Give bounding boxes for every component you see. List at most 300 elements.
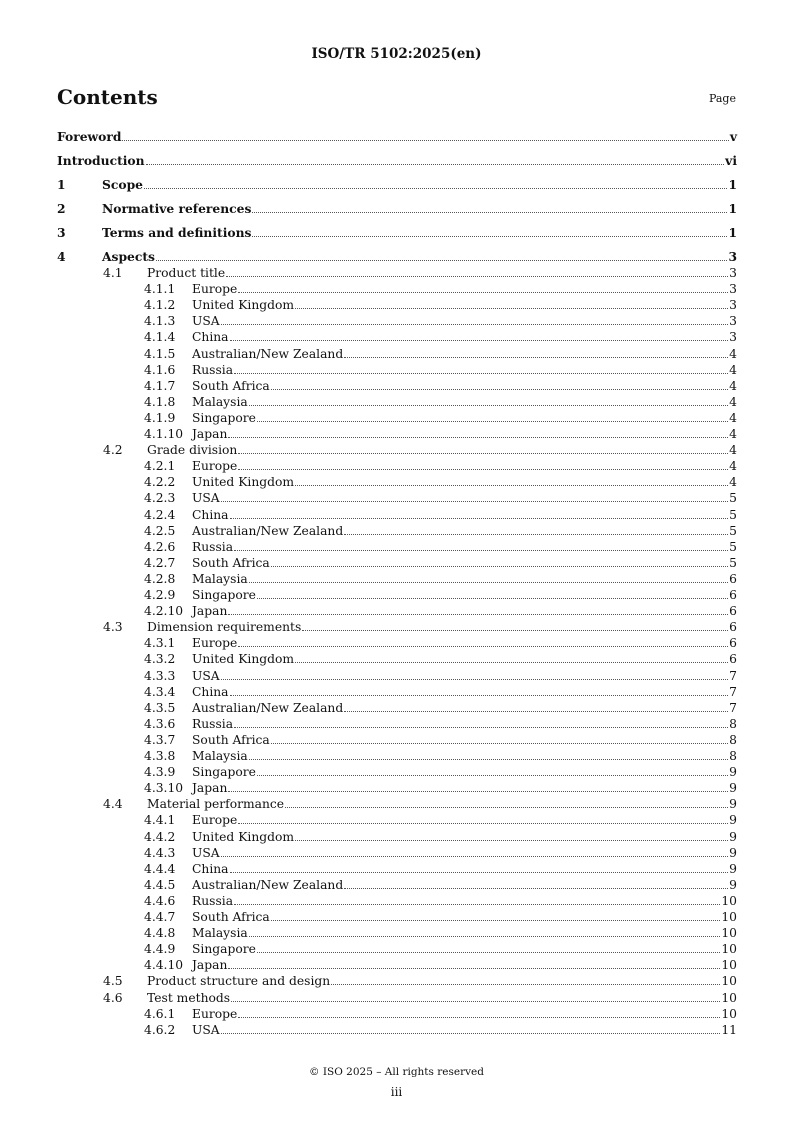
toc-entry-title: China	[192, 684, 229, 699]
toc-dot-leader	[228, 426, 728, 438]
toc-entry[interactable]	[57, 362, 737, 378]
toc-entry[interactable]	[57, 571, 737, 587]
toc-dot-leader	[238, 1006, 720, 1018]
toc-entry-number: 4.6.2	[144, 1022, 176, 1037]
toc-entry-title: Russia	[192, 893, 234, 908]
toc-entry-title: South Africa	[192, 732, 270, 747]
toc-entry[interactable]	[57, 394, 737, 410]
toc-entry-title: Australian/New Zealand	[192, 523, 344, 538]
toc-entry-page: 4	[729, 459, 737, 474]
toc-dot-leader	[271, 555, 728, 567]
toc-entry-line	[192, 780, 737, 796]
toc-entry[interactable]	[57, 764, 737, 780]
toc-dot-leader	[122, 129, 728, 141]
toc-entry-title: Singapore	[192, 410, 256, 425]
toc-entry[interactable]	[57, 539, 737, 555]
toc-dot-leader	[344, 346, 728, 358]
toc-entry-number: 3	[57, 225, 66, 240]
toc-entry-line	[192, 523, 737, 539]
toc-entry[interactable]	[57, 700, 737, 716]
toc-entry-title: Europe	[192, 282, 238, 297]
toc-dot-leader	[302, 619, 728, 631]
toc-dot-leader	[344, 523, 728, 535]
toc-entry[interactable]	[57, 426, 737, 442]
toc-entry-title: Russia	[192, 362, 234, 377]
toc-dot-leader	[221, 1022, 721, 1034]
toc-entry-number: 4.3.4	[144, 684, 176, 699]
toc-dot-leader	[226, 265, 728, 277]
toc-entry-line	[192, 716, 737, 732]
toc-entry-page: 9	[729, 781, 737, 796]
toc-entry-page: 1	[728, 177, 737, 192]
toc-entry-line	[192, 732, 737, 748]
toc-entry-title: Product structure and design	[147, 974, 331, 989]
toc-entry-number: 4.1.5	[144, 346, 176, 361]
toc-entry-line	[102, 201, 737, 217]
toc-entry-line	[192, 877, 737, 893]
toc-entry-line	[147, 990, 737, 1006]
toc-entry[interactable]	[57, 780, 737, 796]
toc-entry-title: United Kingdom	[192, 829, 295, 844]
toc-entry-title: Japan	[192, 427, 228, 441]
toc-entry[interactable]	[57, 249, 737, 265]
toc-entry-line	[192, 764, 737, 780]
toc-entry-page: 8	[729, 732, 737, 747]
toc-entry-title: Aspects	[102, 249, 155, 264]
toc-entry-number: 4.4.7	[144, 910, 176, 924]
toc-entry-line	[192, 362, 737, 378]
toc-entry-number: 1	[57, 177, 66, 192]
toc-dot-leader	[271, 732, 728, 744]
toc-entry-page: 6	[729, 652, 737, 667]
toc-entry[interactable]	[57, 651, 737, 667]
toc-entry-page: 6	[729, 620, 737, 635]
toc-entry-title: Singapore	[192, 942, 256, 957]
toc-entry[interactable]	[57, 812, 737, 828]
toc-entry-number: 4.3.8	[144, 749, 176, 763]
toc-entry-line	[192, 651, 737, 667]
toc-entry-line	[192, 281, 737, 297]
toc-entry-page: 10	[721, 893, 737, 908]
toc-entry-line	[192, 313, 737, 329]
toc-entry[interactable]	[57, 909, 737, 925]
toc-dot-leader	[295, 829, 728, 841]
toc-entry[interactable]	[57, 587, 737, 603]
toc-entry-line	[57, 153, 737, 169]
toc-dot-leader	[234, 716, 728, 728]
toc-entry-line	[147, 796, 737, 812]
toc-entry[interactable]	[57, 201, 737, 217]
toc-dot-leader	[344, 700, 728, 712]
toc-dot-leader	[271, 909, 721, 921]
toc-entry-title: Product title	[147, 266, 226, 280]
toc-entry-page: 5	[729, 491, 737, 506]
toc-dot-leader	[238, 458, 728, 470]
toc-entry[interactable]	[57, 603, 737, 619]
toc-entry-line	[192, 1022, 737, 1038]
toc-entry[interactable]	[57, 732, 737, 748]
toc-entry[interactable]	[57, 378, 737, 394]
toc-entry-page: 11	[721, 1022, 737, 1037]
toc-entry-number: 4.2.5	[144, 523, 176, 538]
toc-entry-title: Singapore	[192, 588, 256, 602]
toc-entry-title: South Africa	[192, 378, 270, 393]
toc-entry-line	[192, 410, 737, 426]
toc-dot-leader	[238, 635, 728, 647]
toc-entry-line	[192, 925, 737, 941]
toc-entry-page: 3	[729, 282, 737, 297]
toc-entry[interactable]	[57, 297, 737, 313]
toc-entry-title: United Kingdom	[192, 298, 295, 313]
toc-entry-number: 4.4.10	[144, 958, 184, 973]
toc-entry-page: 4	[729, 475, 737, 490]
toc-entry-line	[102, 249, 737, 265]
toc-dot-leader	[295, 474, 728, 486]
copyright-footer: © ISO 2025 – All rights reserved	[309, 1066, 484, 1078]
toc-entry-number: 4.3.9	[144, 765, 176, 780]
toc-dot-leader	[295, 651, 728, 663]
toc-entry-number: 4.2.4	[144, 507, 176, 522]
toc-dot-leader	[230, 684, 729, 696]
toc-entry-line	[192, 346, 737, 362]
toc-entry-number: 4.1.2	[144, 298, 176, 313]
toc-entry-line	[192, 297, 737, 313]
toc-entry[interactable]	[57, 507, 737, 523]
toc-dot-leader	[271, 378, 728, 390]
toc-entry-page: 4	[729, 427, 737, 441]
toc-entry-page: 5	[729, 555, 737, 570]
toc-entry[interactable]	[57, 716, 737, 732]
toc-dot-leader	[234, 893, 720, 905]
toc-entry-number: 4.1	[103, 266, 123, 280]
toc-entry[interactable]	[57, 442, 737, 458]
toc-entry-page: 3	[729, 266, 737, 280]
toc-dot-leader	[257, 410, 728, 422]
toc-dot-leader	[230, 507, 729, 519]
toc-entry-title: Russia	[192, 539, 234, 554]
toc-entry[interactable]	[57, 458, 737, 474]
toc-entry[interactable]	[57, 265, 737, 281]
toc-entry[interactable]	[57, 410, 737, 426]
toc-dot-leader	[228, 603, 728, 615]
toc-entry-page: 8	[729, 716, 737, 731]
toc-entry-number: 4.4.8	[144, 926, 176, 941]
toc-entry-number: 4.4.4	[144, 861, 176, 876]
toc-entry[interactable]	[57, 225, 737, 241]
toc-dot-leader	[257, 587, 728, 599]
toc-entry-number: 4.4.2	[144, 829, 176, 844]
toc-entry-number: 4.4.9	[144, 942, 176, 957]
toc-entry-page: 4	[729, 394, 737, 409]
toc-entry-number: 4.6.1	[144, 1006, 176, 1021]
toc-entry[interactable]	[57, 861, 737, 877]
toc-entry[interactable]	[57, 990, 737, 1006]
toc-entry-page: 3	[729, 298, 737, 313]
toc-dot-leader	[285, 796, 728, 808]
toc-entry-number: 4.2.7	[144, 555, 176, 570]
toc-entry-title: Russia	[192, 716, 234, 731]
toc-entry-page: 9	[729, 861, 737, 876]
toc-entry-number: 4.4	[103, 797, 123, 812]
toc-entry-title: USA	[192, 1022, 220, 1037]
toc-entry-title: Malaysia	[192, 926, 248, 941]
toc-entry-title: Foreword	[57, 129, 122, 144]
toc-entry-number: 4.3.7	[144, 732, 176, 747]
toc-entry-title: Australian/New Zealand	[192, 346, 344, 361]
toc-entry-title: United Kingdom	[192, 652, 295, 667]
toc-entry[interactable]	[57, 281, 737, 297]
toc-entry[interactable]	[57, 1022, 737, 1038]
toc-entry-title: Japan	[192, 958, 228, 973]
toc-entry-number: 4.1.3	[144, 314, 176, 329]
toc-entry-title: Japan	[192, 781, 228, 796]
toc-entry-line	[102, 177, 737, 193]
toc-entry-number: 4	[57, 249, 66, 264]
toc-entry-page: 9	[729, 765, 737, 780]
toc-entry-page: 9	[729, 829, 737, 844]
toc-entry-line	[192, 861, 737, 877]
toc-dot-leader	[331, 973, 720, 985]
page-column-label: Page	[708, 92, 736, 105]
toc-dot-leader	[249, 394, 728, 406]
toc-entry-title: Normative references	[102, 201, 252, 216]
toc-entry-page: 10	[721, 910, 737, 924]
toc-entry-line	[192, 426, 737, 442]
toc-entry-title: China	[192, 507, 229, 522]
toc-entry-title: Europe	[192, 636, 238, 651]
toc-entry-number: 2	[57, 201, 66, 216]
toc-entry[interactable]	[57, 329, 737, 345]
toc-entry-line	[147, 619, 737, 635]
toc-entry-line	[192, 329, 737, 345]
toc-entry-page: 10	[721, 990, 737, 1005]
toc-entry[interactable]	[57, 796, 737, 812]
toc-entry-page: 9	[729, 813, 737, 828]
toc-entry-number: 4.3.6	[144, 716, 176, 731]
toc-entry-page: 4	[729, 346, 737, 361]
toc-entry-title: Terms and definitions	[102, 225, 252, 240]
toc-entry-line	[192, 700, 737, 716]
toc-entry[interactable]	[57, 1006, 737, 1022]
toc-entry-line	[57, 129, 737, 145]
toc-dot-leader	[156, 249, 727, 261]
toc-entry-title: Europe	[192, 1006, 238, 1021]
toc-entry-line	[147, 973, 737, 989]
toc-entry-page: 4	[729, 378, 737, 393]
toc-entry-page: 4	[729, 410, 737, 425]
toc-entry-page: 10	[721, 958, 737, 973]
toc-entry[interactable]	[57, 129, 737, 145]
toc-entry-number: 4.4.3	[144, 845, 176, 860]
toc-entry-title: Europe	[192, 459, 238, 474]
toc-dot-leader	[231, 990, 720, 1002]
toc-entry[interactable]	[57, 635, 737, 651]
toc-dot-leader	[146, 153, 725, 165]
toc-entry[interactable]	[57, 957, 737, 973]
toc-dot-leader	[344, 877, 728, 889]
toc-entry-line	[192, 490, 737, 506]
toc-entry-line	[192, 748, 737, 764]
toc-entry-line	[192, 587, 737, 603]
toc-entry[interactable]	[57, 474, 737, 490]
toc-dot-leader	[238, 281, 728, 293]
toc-entry-line	[192, 909, 737, 925]
toc-entry-page: 7	[729, 668, 737, 683]
toc-dot-leader	[249, 748, 728, 760]
toc-dot-leader	[238, 442, 728, 454]
toc-entry-page: 5	[729, 523, 737, 538]
toc-entry-title: Singapore	[192, 765, 256, 780]
toc-entry-number: 4.2.6	[144, 539, 176, 554]
toc-entry-number: 4.6	[103, 990, 123, 1005]
toc-entry-title: USA	[192, 491, 220, 506]
toc-entry-title: Australian/New Zealand	[192, 877, 344, 892]
toc-entry-title: Australian/New Zealand	[192, 700, 344, 715]
toc-entry-title: United Kingdom	[192, 475, 295, 490]
toc-dot-leader	[295, 297, 728, 309]
toc-entry-page: 4	[729, 443, 737, 458]
toc-entry-number: 4.1.7	[144, 378, 176, 393]
toc-dot-leader	[252, 201, 727, 213]
toc-entry[interactable]	[57, 619, 737, 635]
toc-entry-line	[192, 394, 737, 410]
toc-entry[interactable]	[57, 684, 737, 700]
toc-entry-title: Test methods	[147, 990, 231, 1005]
toc-entry-title: Grade division	[147, 443, 238, 458]
toc-entry-number: 4.4.6	[144, 893, 176, 908]
toc-entry[interactable]	[57, 668, 737, 684]
toc-entry-line	[192, 684, 737, 700]
toc-dot-leader	[234, 539, 728, 551]
toc-dot-leader	[228, 957, 720, 969]
toc-entry[interactable]	[57, 925, 737, 941]
toc-entry-title: South Africa	[192, 555, 270, 570]
toc-entry[interactable]	[57, 490, 737, 506]
toc-entry-title: South Africa	[192, 910, 270, 924]
toc-entry-title: Japan	[192, 604, 228, 619]
toc-entry-title: Introduction	[57, 153, 145, 168]
toc-entry-title: USA	[192, 668, 220, 683]
toc-entry-number: 4.1.1	[144, 282, 176, 297]
toc-entry-line	[192, 893, 737, 909]
toc-entry-line	[192, 539, 737, 555]
toc-entry-line	[192, 812, 737, 828]
toc-entry-number: 4.2.8	[144, 571, 176, 586]
toc-entry-page: 10	[721, 942, 737, 957]
toc-entry-page: 3	[728, 249, 737, 264]
toc-entry[interactable]	[57, 313, 737, 329]
toc-entry-page: 6	[729, 636, 737, 651]
toc-entry-page: 10	[721, 974, 737, 989]
toc-entry-page: 1	[728, 225, 737, 240]
toc-entry-number: 4.1.10	[144, 427, 184, 441]
toc-entry-line	[192, 635, 737, 651]
toc-entry[interactable]	[57, 973, 737, 989]
toc-entry-title: Europe	[192, 813, 238, 828]
toc-entry-line	[192, 507, 737, 523]
toc-entry-page: 5	[729, 507, 737, 522]
toc-entry-number: 4.1.9	[144, 410, 176, 425]
toc-entry[interactable]	[57, 748, 737, 764]
toc-entry[interactable]	[57, 845, 737, 861]
toc-entry[interactable]	[57, 153, 737, 169]
toc-entry-page: 1	[728, 201, 737, 216]
toc-dot-leader	[228, 780, 728, 792]
toc-entry-line	[192, 829, 737, 845]
toc-dot-leader	[249, 925, 721, 937]
toc-entry-number: 4.1.6	[144, 362, 176, 377]
toc-dot-leader	[249, 571, 728, 583]
toc-entry-page: 6	[729, 588, 737, 602]
toc-entry-line	[102, 225, 737, 241]
page-number: iii	[390, 1085, 403, 1099]
toc-entry-title: China	[192, 330, 229, 345]
toc-entry-number: 4.1.4	[144, 330, 176, 345]
toc-entry-title: USA	[192, 845, 220, 860]
toc-entry-title: Malaysia	[192, 571, 248, 586]
toc-entry-number: 4.2.3	[144, 491, 176, 506]
toc-dot-leader	[257, 764, 728, 776]
toc-entry-number: 4.3.5	[144, 700, 176, 715]
toc-entry[interactable]	[57, 829, 737, 845]
toc-entry-page: 10	[721, 926, 737, 941]
toc-entry-number: 4.2	[103, 443, 123, 458]
toc-entry-line	[192, 378, 737, 394]
toc-entry-page: 8	[729, 749, 737, 763]
toc-entry-page: 3	[729, 330, 737, 345]
toc-entry-title: USA	[192, 314, 220, 329]
toc-dot-leader	[234, 362, 728, 374]
toc-entry[interactable]	[57, 346, 737, 362]
toc-entry-page: vi	[725, 153, 737, 168]
toc-entry-line	[147, 442, 737, 458]
toc-entry[interactable]	[57, 523, 737, 539]
toc-dot-leader	[221, 668, 729, 680]
toc-entry-page: 5	[729, 539, 737, 554]
toc-entry-number: 4.3.2	[144, 652, 176, 667]
toc-entry-title: Dimension requirements	[147, 620, 302, 635]
toc-dot-leader	[221, 490, 729, 502]
toc-entry-number: 4.3	[103, 620, 123, 635]
toc-entry[interactable]	[57, 177, 737, 193]
toc-entry-page: 9	[729, 877, 737, 892]
toc-dot-leader	[230, 329, 729, 341]
toc-entry-line	[192, 555, 737, 571]
toc-entry-number: 4.3.1	[144, 636, 176, 651]
document-id-header: ISO/TR 5102:2025(en)	[311, 46, 482, 62]
toc-dot-leader	[257, 941, 720, 953]
toc-entry-line	[192, 941, 737, 957]
toc-entry-number: 4.3.10	[144, 781, 184, 796]
toc-entry-number: 4.3.3	[144, 668, 176, 683]
toc-entry-title: Material performance	[147, 797, 285, 812]
toc-entry[interactable]	[57, 877, 737, 893]
toc-entry-number: 4.2.9	[144, 588, 176, 602]
toc-dot-leader	[230, 861, 729, 873]
toc-entry-title: Malaysia	[192, 394, 248, 409]
toc-entry-page: 4	[729, 362, 737, 377]
contents-title: Contents	[57, 85, 158, 109]
toc-entry-page: 3	[729, 314, 737, 329]
toc-entry[interactable]	[57, 555, 737, 571]
toc-entry-page: 9	[729, 797, 737, 812]
toc-entry-page: 7	[729, 700, 737, 715]
toc-entry-title: Scope	[102, 177, 143, 192]
toc-entry-line	[192, 571, 737, 587]
toc-entry-title: Malaysia	[192, 749, 248, 763]
toc-entry[interactable]	[57, 941, 737, 957]
toc-entry[interactable]	[57, 893, 737, 909]
